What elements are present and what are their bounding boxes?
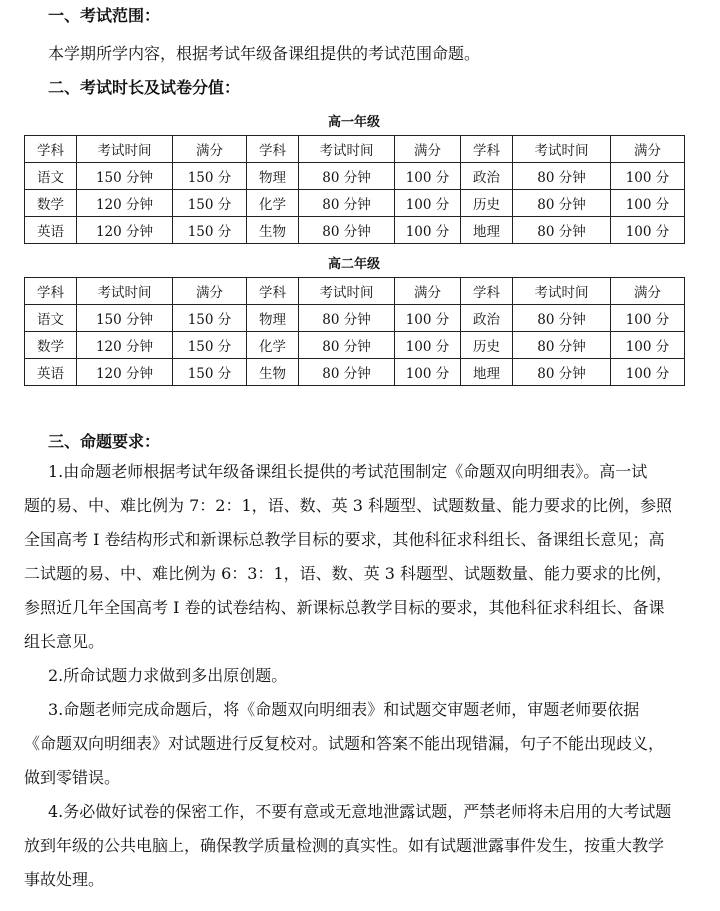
table-header-row [25,278,685,305]
table-cell: 100 分 [395,163,461,190]
requirement-line: 做到零错误。 [24,768,121,787]
table-header-cell: 满分 [395,136,461,163]
table-cell: 语文 [25,305,77,332]
table-header-cell: 考试时间 [77,278,173,305]
requirement-line: 事故处理。 [24,870,105,889]
table-cell: 100 分 [611,217,685,244]
table-header-cell: 考试时间 [77,136,173,163]
table-cell: 150 分 [173,163,247,190]
table-header-cell: 学科 [25,278,77,305]
table-header-cell: 考试时间 [299,278,395,305]
table-header-cell: 满分 [395,278,461,305]
table-cell: 80 分钟 [513,163,611,190]
table-cell: 80 分钟 [513,217,611,244]
requirement-line: 2.所命试题力求做到多出原创题。 [48,666,288,685]
table-header-cell: 考试时间 [513,136,611,163]
table-cell: 80 分钟 [299,359,395,386]
table-cell: 英语 [25,217,77,244]
table-cell: 生物 [247,359,299,386]
section3-heading: 三、命题要求： [48,432,161,451]
table-header-cell: 满分 [173,278,247,305]
table-cell: 100 分 [395,305,461,332]
table-cell: 地理 [461,217,513,244]
requirement-line: 放到年级的公共电脑上，确保教学质量检测的真实性。如有试题泄露事件发生，按重大教学 [24,836,665,855]
table-cell: 150 分 [173,305,247,332]
table-cell: 化学 [247,332,299,359]
table-cell: 100 分 [395,359,461,386]
requirement-line: 3.命题老师完成命题后，将《命题双向明细表》和试题交审题老师，审题老师要依据 [48,700,640,719]
table-header-cell: 学科 [247,278,299,305]
table-cell: 英语 [25,359,77,386]
requirement-line: 组长意见。 [24,632,105,651]
table-row [25,305,685,332]
section2-heading: 二、考试时长及试卷分值： [48,78,241,97]
table-cell: 100 分 [395,332,461,359]
table-cell: 语文 [25,163,77,190]
requirement-line: 全国高考 I 卷结构形式和新课标总教学目标的要求，其他科征求科组长、备课组长意见；高 [24,530,665,549]
table-cell: 80 分钟 [299,217,395,244]
table-cell: 物理 [247,163,299,190]
section1-heading: 一、考试范围： [48,6,161,25]
table-cell: 100 分 [395,217,461,244]
table-cell: 100 分 [611,190,685,217]
table2-caption: 高二年级 [327,257,380,272]
table-cell: 100 分 [611,163,685,190]
table-cell: 100 分 [611,305,685,332]
table-cell: 120 分钟 [77,217,173,244]
table-cell: 100 分 [611,332,685,359]
table-header-cell: 满分 [611,136,685,163]
table-row [25,190,685,217]
table-header-cell: 学科 [247,136,299,163]
table-cell: 80 分钟 [299,190,395,217]
table-cell: 120 分钟 [77,332,173,359]
table-cell: 150 分 [173,190,247,217]
table-cell: 历史 [461,190,513,217]
table-cell: 150 分钟 [77,163,173,190]
table-cell: 80 分钟 [299,163,395,190]
table-cell: 历史 [461,332,513,359]
table-cell: 100 分 [395,190,461,217]
table-row [25,217,685,244]
table-cell: 地理 [461,359,513,386]
requirement-line: 《命题双向明细表》对试题进行反复校对。试题和答案不能出现错漏，句子不能出现歧义， [24,734,665,753]
table-header-cell: 学科 [461,278,513,305]
table-cell: 政治 [461,305,513,332]
table-cell: 80 分钟 [513,190,611,217]
table-header-cell: 满分 [611,278,685,305]
requirements-list [24,455,708,897]
table-cell: 150 分 [173,217,247,244]
table-header-cell: 满分 [173,136,247,163]
grade2-schedule-table [24,277,685,386]
table-cell: 150 分 [173,359,247,386]
table-cell: 物理 [247,305,299,332]
requirement-line: 1.由命题老师根据考试年级备课组长提供的考试范围制定《命题双向明细表》。高一试 [48,462,648,481]
table-cell: 生物 [247,217,299,244]
requirement-line: 参照近几年全国高考 I 卷的试卷结构、新课标总教学目标的要求，其他科征求科组长、备课 [24,598,665,617]
section1-body: 本学期所学内容，根据考试年级备课组提供的考试范围命题。 [48,44,481,63]
table-cell: 80 分钟 [513,359,611,386]
requirement-line: 4.务必做好试卷的保密工作，不要有意或无意地泄露试题，严禁老师将未启用的大考试题 [48,802,672,821]
table-cell: 120 分钟 [77,359,173,386]
table-header-cell: 学科 [461,136,513,163]
table-cell: 150 分钟 [77,305,173,332]
table-cell: 数学 [25,190,77,217]
table-header-row [25,136,685,163]
table-cell: 80 分钟 [299,305,395,332]
requirement-line: 题的易、中、难比例为 7：2：1，语、数、英 3 科题型、试题数量、能力要求的比例，参照 [24,496,672,515]
requirement-item [24,693,708,795]
table1-caption: 高一年级 [327,115,380,130]
table-header-cell: 考试时间 [299,136,395,163]
table-cell: 化学 [247,190,299,217]
table-cell: 80 分钟 [513,305,611,332]
table-cell: 80 分钟 [513,332,611,359]
table-cell: 120 分钟 [77,190,173,217]
table-header-cell: 考试时间 [513,278,611,305]
table-cell: 100 分 [611,359,685,386]
requirement-item [24,659,708,693]
table-cell: 150 分 [173,332,247,359]
table-cell: 80 分钟 [299,332,395,359]
table-row [25,332,685,359]
table-cell: 数学 [25,332,77,359]
table-header-cell: 学科 [25,136,77,163]
table-cell: 政治 [461,163,513,190]
requirement-item [24,795,708,897]
requirement-line: 二试题的易、中、难比例为 6：3：1，语、数、英 3 科题型、试题数量、能力要求的比例， [24,564,672,583]
requirement-item [24,455,708,659]
table-row [25,359,685,386]
table-row [25,163,685,190]
grade1-schedule-table [24,135,685,244]
